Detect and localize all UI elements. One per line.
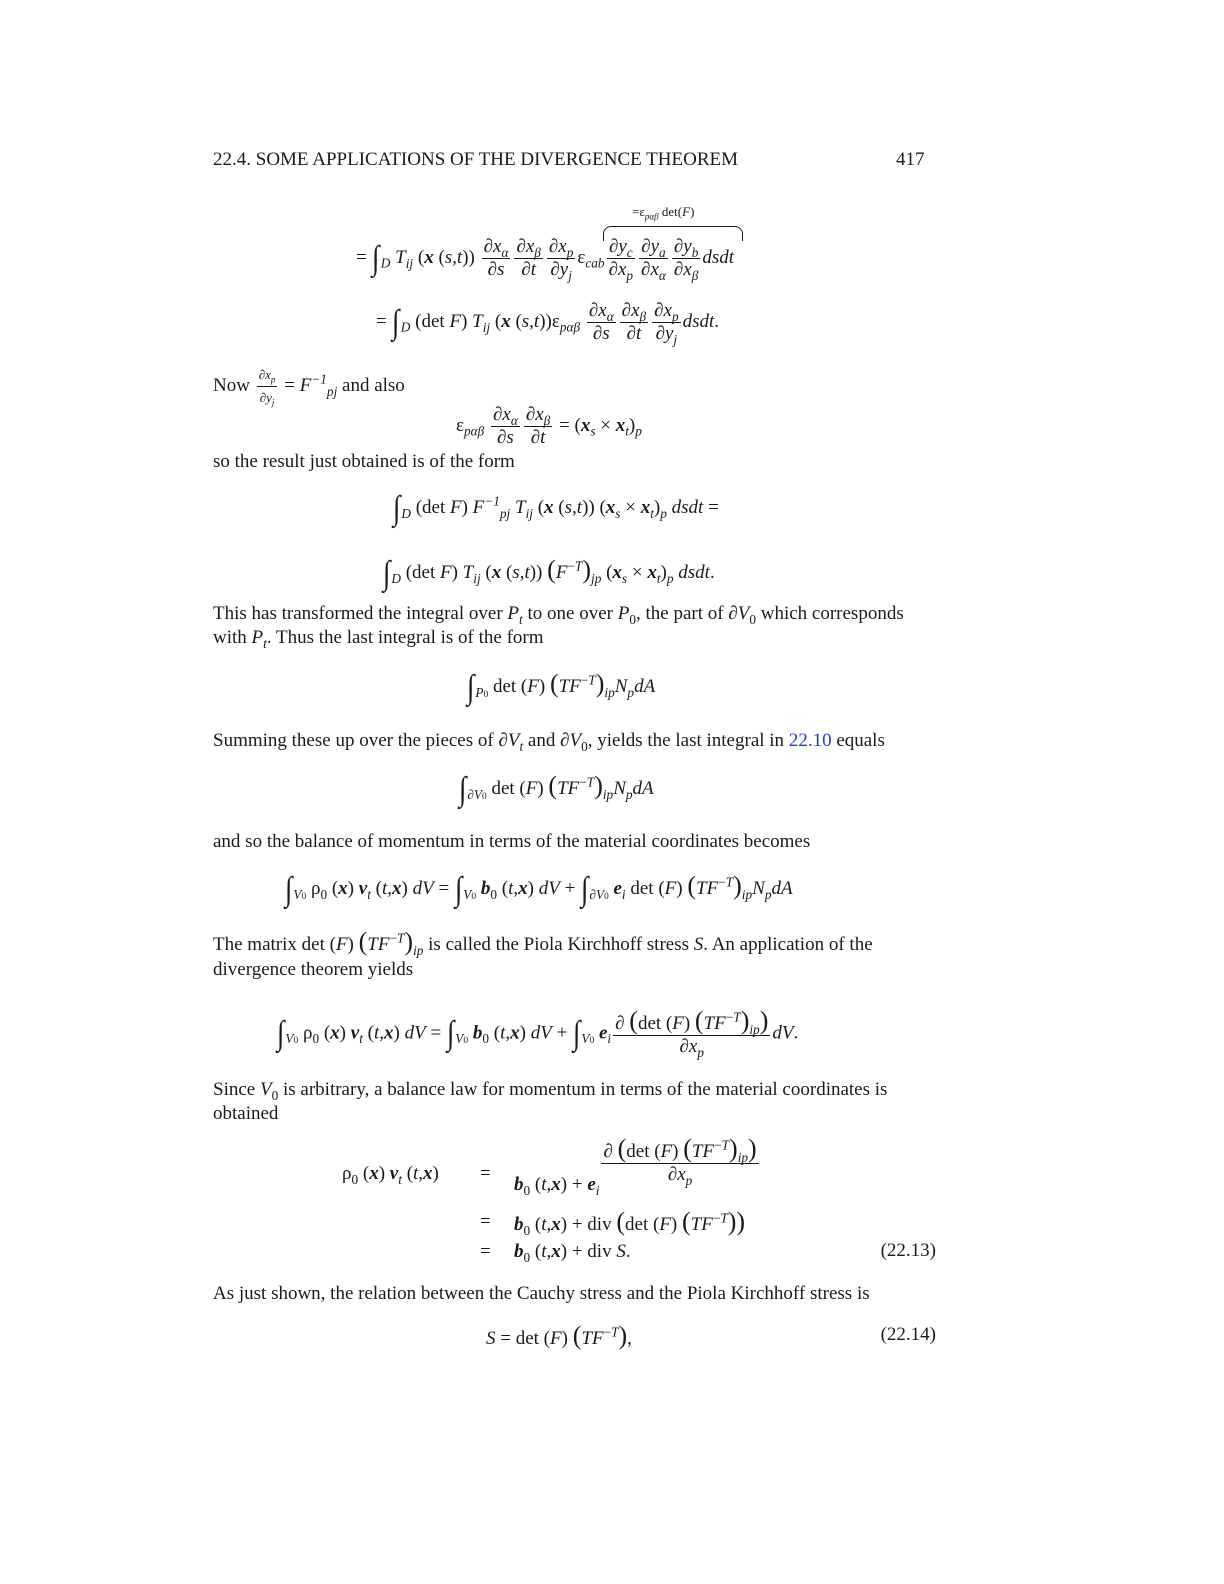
balance-equation: $\int_{V0}$ $\rho_0$ (x) $v_t$ (t,x) dV = $\int_{V0}$ $b_0$ (t,x) dV + $\int_{\partial V0}$ $e_i$ det (F) $(TF^{-T})_{ip}N_pdA$ bbox=[284, 870, 793, 908]
paragraph-obtained: obtained bbox=[213, 1103, 279, 1124]
paragraph-relation: As just shown, the relation between the Cauchy stress and the Piola Kirchhoff stress is bbox=[213, 1283, 870, 1304]
paragraph-matrix: The matrix det (F) $(TF^{-T})_{ip}$ is called the Piola Kirchhoff stress S. An application of the bbox=[213, 927, 873, 958]
paragraph-since: Since $V_0$ is arbitrary, a balance law for momentum in terms of the material coordinates is bbox=[213, 1079, 888, 1103]
page-number: 417 bbox=[896, 149, 925, 170]
piola-kirchhoff-equation: S = det (F) $(TF^{-T})$, bbox=[486, 1321, 632, 1350]
form-equation-2: $\int_D$ (det F) $T_{ij}$ (x (s,t)) $(F^{-T})_{jp}$ $(x_s \times x_t)_p$ dsdt. bbox=[382, 554, 715, 592]
equation-number-22-13: (22.13) bbox=[880, 1240, 936, 1261]
paragraph-transformed-2: with $P_t$. Thus the last integral is of the form bbox=[213, 627, 544, 651]
aligned-eq-rhs-3: $b_0$ (t,x) + div S. bbox=[514, 1241, 631, 1265]
aligned-eq-equals-3: = bbox=[480, 1241, 491, 1262]
paragraph-transformed-1: This has transformed the integral over $P_t$ to one over $P_0$, the part of $\partial V_0$ which corresponds bbox=[213, 603, 904, 627]
equation-number-22-14: (22.14) bbox=[880, 1324, 936, 1345]
aligned-eq-equals-2: = bbox=[480, 1211, 491, 1232]
running-header: 22.4. SOME APPLICATIONS OF THE DIVERGENCE THEOREM bbox=[213, 149, 738, 170]
aligned-eq-rhs-2: $b_0$ (t,x) + div (det (F) $(TF^{-T})$) bbox=[514, 1207, 746, 1238]
paragraph-result-form: so the result just obtained is of the form bbox=[213, 451, 515, 472]
paragraph-summing: Summing these up over the pieces of $\partial V_t$ and $\partial V_0$, yields the last integral in 22.10 equals bbox=[213, 730, 885, 754]
paragraph-balance: and so the balance of momentum in terms of the material coordinates becomes bbox=[213, 831, 811, 852]
paragraph-divergence: divergence theorem yields bbox=[213, 959, 414, 980]
aligned-eq-equals-1: = bbox=[480, 1163, 491, 1184]
equation-line-1: = $\int_D$ $T_{ij}$ (x (s,t)) $\frac{\partial x_\alpha}{\partial s}$ $\frac{\partial x_\beta}{\partial t}$ $\frac{\partial x_p}{\partial y_j}$ $\varepsilon_{cab}$ $\frac{\partial y_c}{\partial x_p}$ $\frac{\partial y_a}{\partial x_\alpha}$ $\frac{\partial y_b}{\partial x_\beta}$ dsdt bbox=[356, 236, 735, 283]
divergence-equation: $\int_{V0}$ $\rho_0$ (x) $v_t$ (t,x) dV = $\int_{V0}$ $b_0$ (t,x) dV + $\int_{V0}$ $e_i$ $\frac{\partial (\det (F) (TF^{-T})_{ip})}{\partial x_p}$ dV. bbox=[276, 1006, 799, 1060]
overbrace-label: $=\varepsilon_{p\alpha\beta}$ det(F) bbox=[632, 204, 695, 222]
p0-integral: $\int_{P0}$ det (F) $(TF^{-T})_{ip}N_pdA$ bbox=[466, 668, 656, 706]
form-equation-1: $\int_D$ (det F) $F^{-1}_{pj}$ $T_{ij}$ (x (s,t)) $(x_s \times x_t)_p$ dsdt = bbox=[392, 489, 719, 527]
now-line: Now $\frac{\partial x_p}{\partial y_j}$ = $F^{-1}_{pj}$ and also bbox=[213, 364, 405, 409]
equation-link[interactable]: 22.10 bbox=[788, 730, 832, 751]
aligned-eq-rhs-1: $b_0$ $(t,x) + e_i$ $\frac{\partial (\det (F) (TF^{-T})_{ip})}{\partial x_p}$ bbox=[514, 1134, 757, 1199]
epsilon-identity: $\varepsilon_{p\alpha\beta}$ $\frac{\partial x_\alpha}{\partial s}$ $\frac{\partial x_\beta}{\partial t}$ = $(x_s \times x_t)_p$ bbox=[456, 404, 642, 448]
equation-line-2: = $\int_D$ (det F) $T_{ij}$ (x $(s,t))\varepsilon_{p\alpha\beta}$ $\frac{\partial x_\alpha}{\partial s}$ $\frac{\partial x_\beta}{\partial t}$ $\frac{\partial x_p}{\partial y_j}$ dsdt. bbox=[376, 300, 720, 347]
boundary-integral: $\int_{\partial V0}$ det (F) $(TF^{-T})_{ip}N_pdA$ bbox=[458, 770, 654, 808]
aligned-eq-lhs: $\rho_0$ (x) $v_t$ (t,x) bbox=[342, 1163, 439, 1187]
